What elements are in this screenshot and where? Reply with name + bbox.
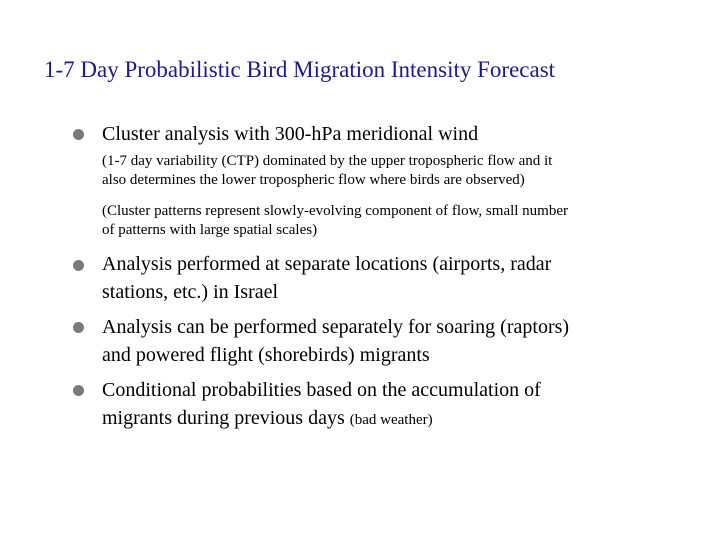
bullet-line: and powered flight (shorebirds) migrants: [102, 344, 430, 366]
bullet-text: [102, 250, 551, 306]
bullet-line: Analysis can be performed separately for soaring (raptors): [102, 316, 570, 338]
bullet-text: [102, 376, 541, 434]
note-line: also determines the lower tropospheric flow where birds are observed): [102, 172, 525, 188]
bullet-line-main: migrants during previous days: [102, 407, 345, 429]
bullet-dot-icon: [73, 260, 84, 271]
bullet-line: Conditional probabilities based on the accumulation of: [102, 379, 541, 401]
bullet-line-small: (bad weather): [349, 412, 433, 428]
bullet-dot-icon: [73, 385, 84, 396]
bullet-text: [102, 120, 478, 148]
bullet-line: Cluster analysis with 300-hPa meridional wind: [102, 123, 479, 145]
bullet-line: [102, 404, 541, 434]
bullet-dot-icon: [73, 322, 84, 333]
bullet-line: Analysis performed at separate locations (airports, radar: [102, 253, 552, 275]
bullet-note: [102, 202, 568, 240]
bullet-note: [102, 152, 552, 190]
note-line: (1-7 day variability (CTP) dominated by the upper tropospheric flow and it: [102, 153, 553, 169]
slide-title: 1-7 Day Probabilistic Bird Migration Intensity Forecast: [44, 57, 556, 82]
note-line: (Cluster patterns represent slowly-evolving component of flow, small number: [102, 203, 569, 219]
note-line: of patterns with large spatial scales): [102, 222, 318, 238]
bullet-line: stations, etc.) in Israel: [102, 281, 279, 303]
bullet-text: [102, 313, 569, 369]
bullet-dot-icon: [73, 129, 84, 140]
